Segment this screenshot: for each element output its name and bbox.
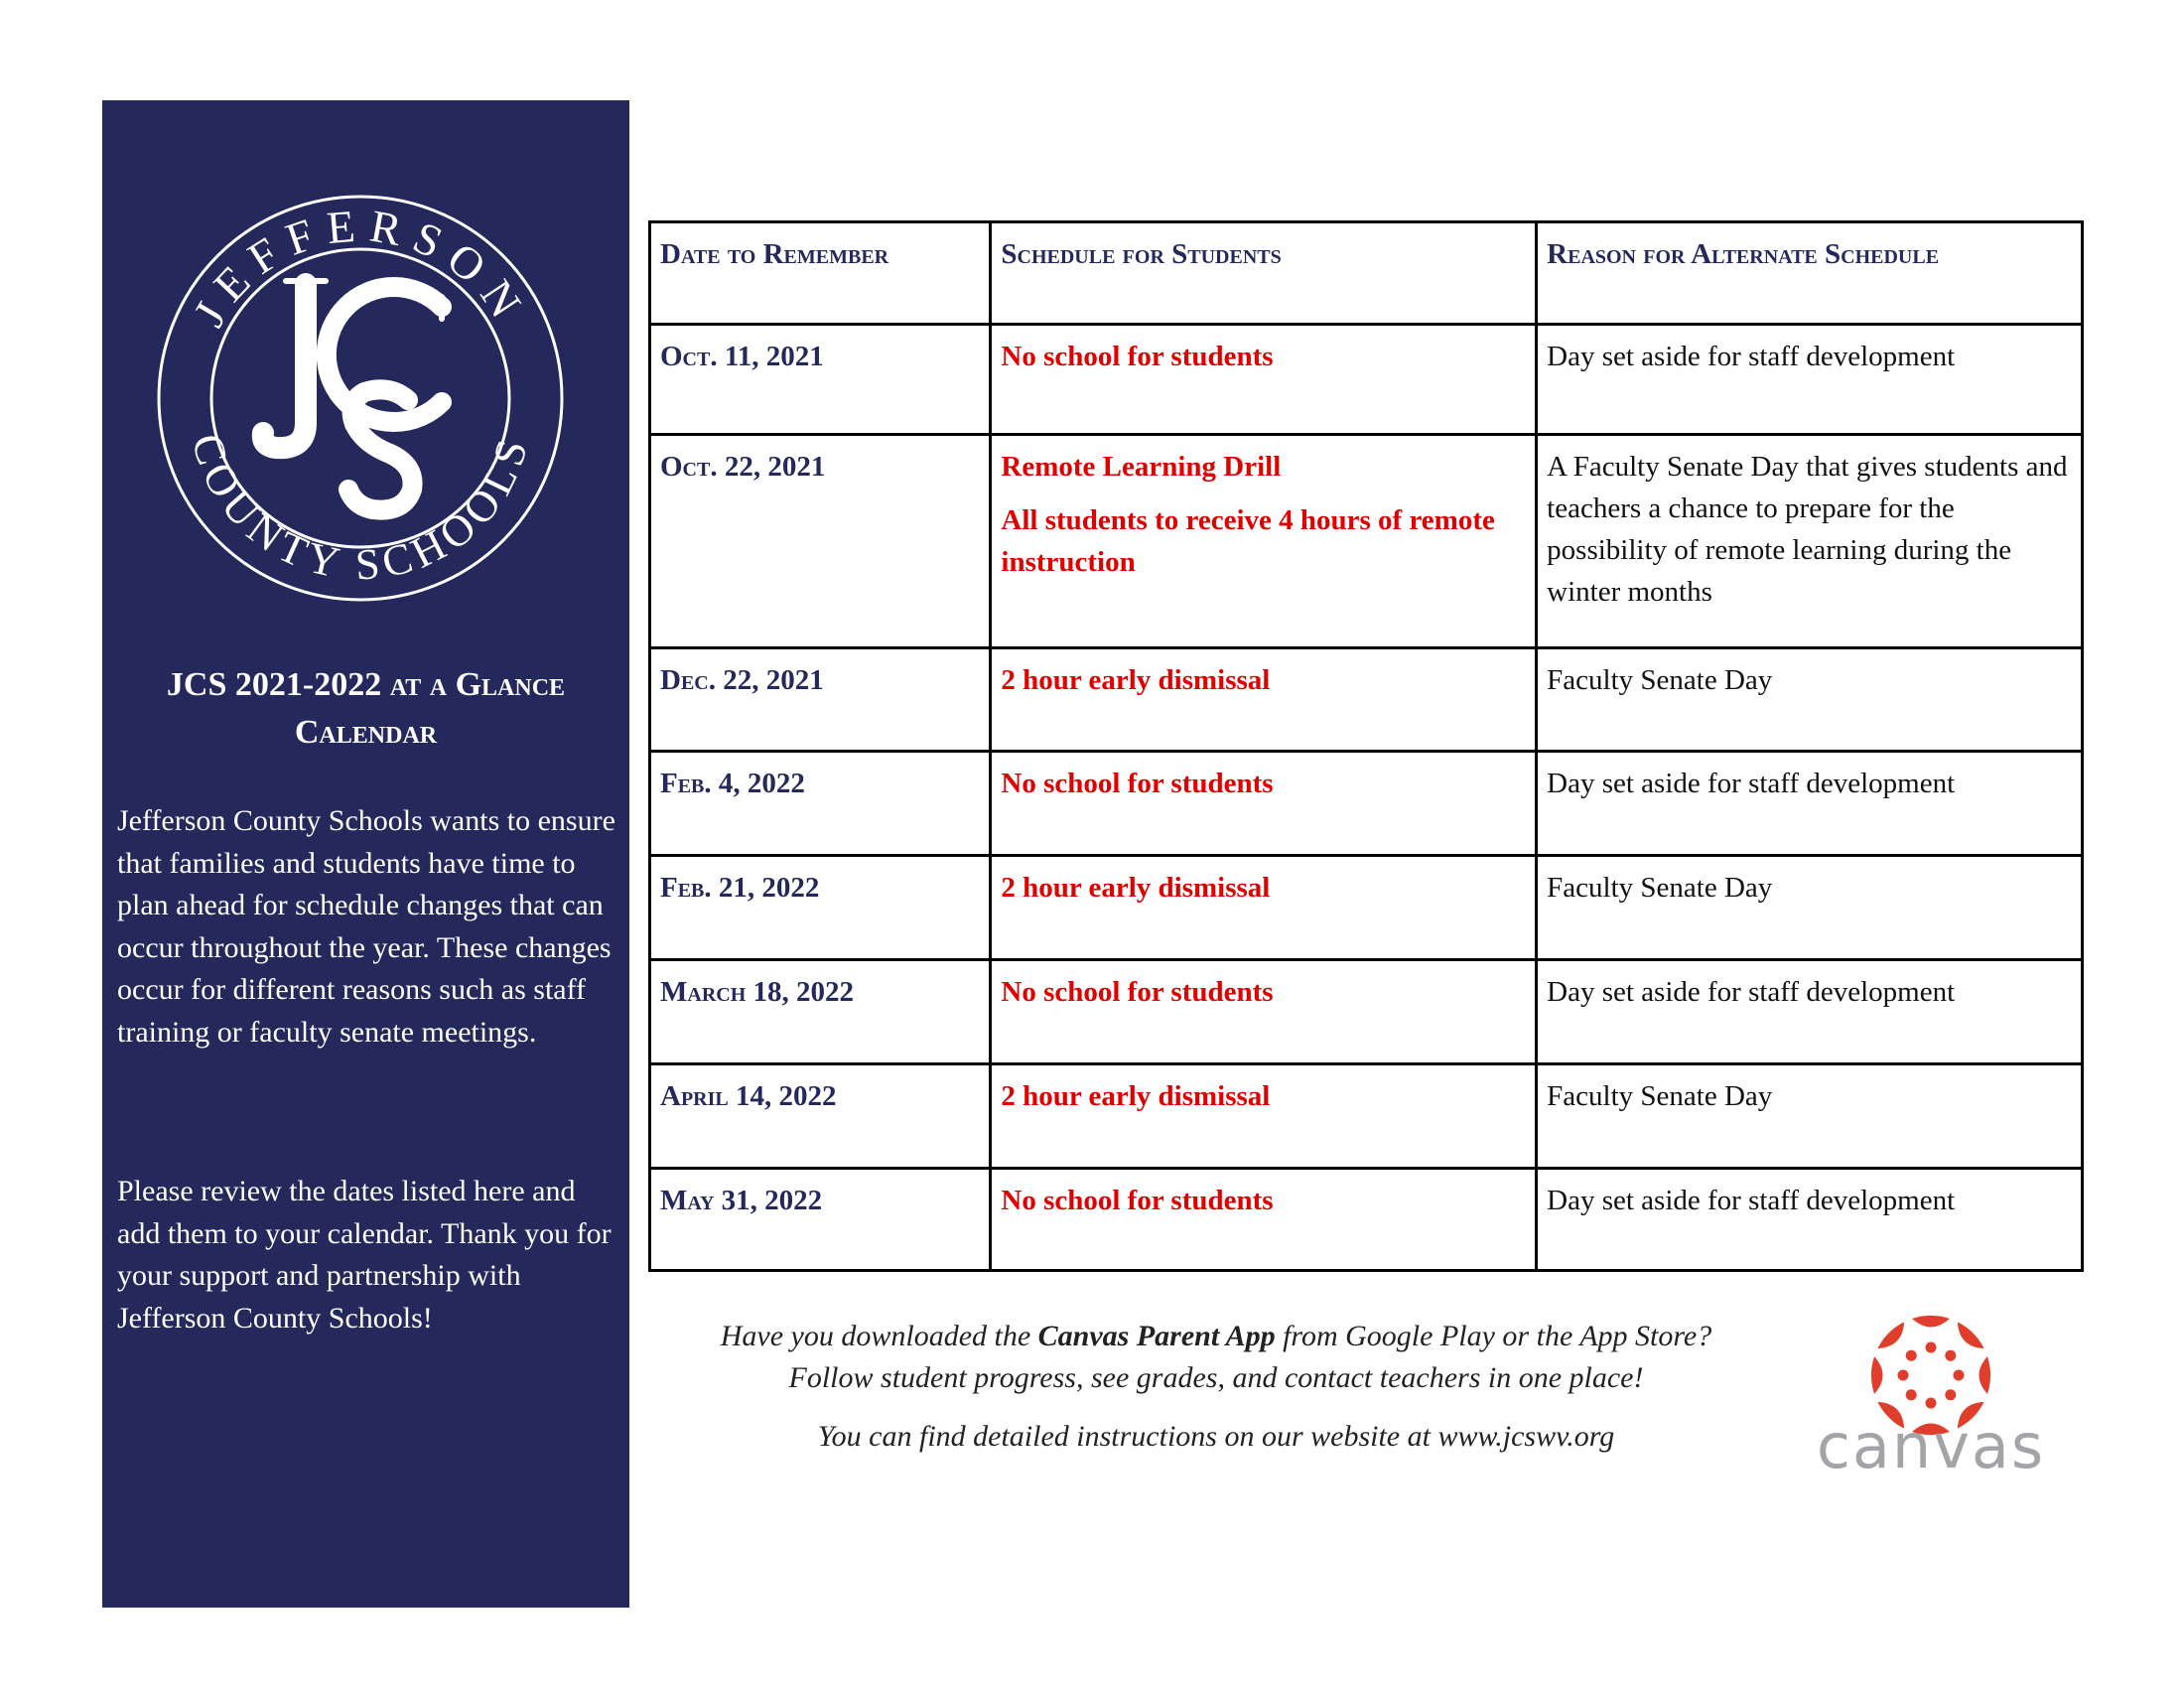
schedule-text: No school for students <box>1001 1185 1274 1216</box>
sidebar <box>102 100 629 1608</box>
canvas-logo-segment <box>1877 1322 1904 1348</box>
canvas-logo-dot <box>1898 1370 1909 1381</box>
schedule-text: 2 hour early dismissal <box>1001 664 1271 696</box>
logo-ring-top-text: JEFFERSON <box>183 200 537 336</box>
jcs-logo <box>152 190 569 607</box>
header-reason: Reason for Alternate Schedule <box>1537 222 2083 325</box>
date-cell: April 14, 2022 <box>650 1064 991 1169</box>
schedule-cell <box>991 1169 1537 1271</box>
canvas-logo-segment <box>1871 1356 1883 1394</box>
promo-line-2: Follow student progress, see grades, and contact teachers in one place! <box>788 1361 1644 1394</box>
schedule-text: 2 hour early dismissal <box>1001 872 1271 904</box>
canvas-promo <box>635 1316 1797 1399</box>
table-row <box>650 1064 2083 1169</box>
reason-cell: Day set aside for staff development <box>1537 960 2083 1064</box>
website-instructions: You can find detailed instructions on our website at www.jcswv.org <box>817 1420 1615 1453</box>
date-cell: Feb. 4, 2022 <box>650 752 991 856</box>
canvas-wordmark: canvas <box>1816 1410 2046 1482</box>
table-header-row <box>650 222 2083 325</box>
intro-paragraph: Jefferson County Schools wants to ensure that families and students have time to plan ahead for schedule changes that can occur throughout the year. These changes occur for different reasons such as staff training or faculty senate meetings. <box>117 804 615 1049</box>
table-row <box>650 435 2083 648</box>
logo-ring-bottom-text: COUNTY SCHOOLS <box>182 428 539 590</box>
header-schedule: Schedule for Students <box>991 222 1537 325</box>
canvas-logo-dot <box>1926 1342 1937 1353</box>
date-cell: Oct. 11, 2021 <box>650 325 991 435</box>
canvas-logo-dot <box>1954 1370 1965 1381</box>
reason-cell: Day set aside for staff development <box>1537 752 2083 856</box>
table-row <box>650 752 2083 856</box>
schedule-cell <box>991 435 1537 648</box>
canvas-logo-dot <box>1926 1398 1937 1409</box>
date-cell: Feb. 21, 2022 <box>650 856 991 960</box>
reason-cell: Day set aside for staff development <box>1537 1169 2083 1271</box>
reason-cell: Faculty Senate Day <box>1537 1064 2083 1169</box>
table-row <box>650 856 2083 960</box>
reason-cell: Day set aside for staff development <box>1537 325 2083 435</box>
canvas-logo-segment <box>1958 1322 1984 1348</box>
schedule-cell <box>991 648 1537 752</box>
date-cell: Dec. 22, 2021 <box>650 648 991 752</box>
schedule-text: All students to receive 4 hours of remote instruction <box>1001 504 1495 578</box>
table-row <box>650 325 2083 435</box>
schedule-text: No school for students <box>1001 976 1274 1008</box>
reason-cell: A Faculty Senate Day that gives students and teachers a chance to prepare for the possibility of remote learning during the winter months <box>1537 435 2083 648</box>
reason-cell: Faculty Senate Day <box>1537 648 2083 752</box>
schedule-text: No school for students <box>1001 341 1274 372</box>
promo-text-pre: Have you downloaded the <box>720 1320 1038 1352</box>
canvas-logo-dot <box>1906 1389 1917 1400</box>
canvas-logo-segment <box>1912 1316 1950 1328</box>
table-row <box>650 960 2083 1064</box>
canvas-app-name: Canvas Parent App <box>1037 1320 1276 1352</box>
date-cell: March 18, 2022 <box>650 960 991 1064</box>
logo-monogram <box>263 281 442 510</box>
canvas-logo-dot <box>1945 1350 1956 1361</box>
review-paragraph: Please review the dates listed here and add them to your calendar. Thank you for your support and partnership with Jefferson County Schools! <box>117 1175 612 1335</box>
header-date: Date to Remember <box>650 222 991 325</box>
table-row <box>650 1169 2083 1271</box>
schedule-text: 2 hour early dismissal <box>1001 1080 1271 1112</box>
schedule-cell <box>991 325 1537 435</box>
schedule-text: No school for students <box>1001 768 1274 799</box>
schedule-text: Remote Learning Drill <box>1001 451 1282 483</box>
calendar-title: JCS 2021-2022 at a Glance Calendar <box>166 666 566 751</box>
canvas-logo-dot <box>1945 1389 1956 1400</box>
schedule-cell <box>991 960 1537 1064</box>
schedule-cell <box>991 1064 1537 1169</box>
canvas-logo-dot <box>1906 1350 1917 1361</box>
canvas-logo-segment <box>1979 1356 1990 1394</box>
schedule-cell <box>991 752 1537 856</box>
schedule-cell <box>991 856 1537 960</box>
reason-cell: Faculty Senate Day <box>1537 856 2083 960</box>
date-cell: Oct. 22, 2021 <box>650 435 991 648</box>
calendar-table <box>648 220 2084 1272</box>
promo-text-post: from Google Play or the App Store? <box>1275 1320 1712 1352</box>
table-row <box>650 648 2083 752</box>
date-cell: May 31, 2022 <box>650 1169 991 1271</box>
